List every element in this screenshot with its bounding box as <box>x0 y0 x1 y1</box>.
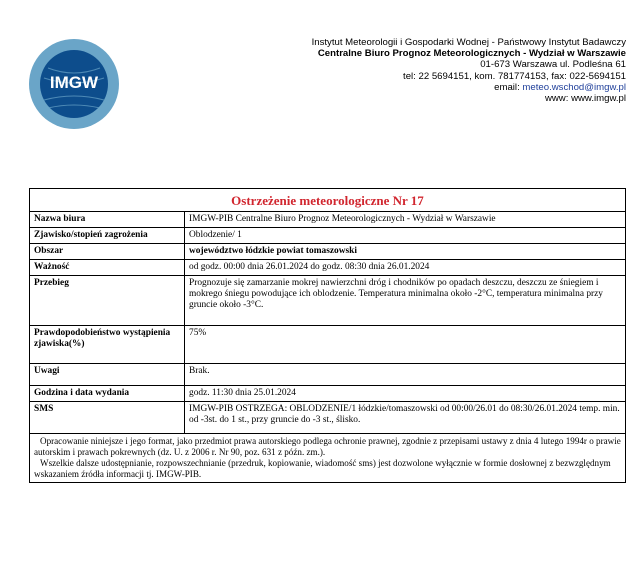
institute-name: Instytut Meteorologii i Gospodarki Wodnej - Państwowy Instytut Badawczy <box>311 37 626 48</box>
row-value: godz. 11:30 dnia 25.01.2024 <box>185 386 626 402</box>
row-value: 75% <box>185 326 626 364</box>
row-label: Przebieg <box>30 276 185 326</box>
row-label: Godzina i data wydania <box>30 386 185 402</box>
table-row <box>30 228 626 244</box>
copyright-notice <box>30 434 626 483</box>
row-label: Prawdopodobieństwo wystąpienia zjawiska(%) <box>30 326 185 364</box>
table-row <box>30 260 626 276</box>
www-link[interactable]: www.imgw.pl <box>571 93 626 105</box>
www-label: www: <box>544 93 572 105</box>
imgw-logo <box>28 38 120 130</box>
row-value: Brak. <box>185 364 626 386</box>
table-row <box>30 364 626 386</box>
table-row <box>30 212 626 228</box>
row-value: Prognozuje się zamarzanie mokrej nawierzchni dróg i chodników po opadach deszczu, deszczu ze śniegiem i mokrego śniegu powodujące ich oblodzenie. Temperatura minimalna około -2°C, temperatura minimalna przy gruncie około -3°C. <box>185 276 626 326</box>
email-link[interactable]: meteo.wschod@imgw.pl <box>522 81 626 93</box>
email-label: email: <box>494 81 523 93</box>
row-label: Ważność <box>30 260 185 276</box>
row-label: Uwagi <box>30 364 185 386</box>
phone-fax: tel: 22 5694151, kom. 781774153, fax: 022-5694151 <box>403 70 626 82</box>
institute-header <box>186 37 626 104</box>
email-line <box>186 82 626 93</box>
table-row <box>30 402 626 434</box>
row-value: województwo łódzkie powiat tomaszowski <box>185 244 626 260</box>
table-row <box>30 326 626 364</box>
row-value: IMGW-PIB Centralne Biuro Prognoz Meteorologicznych - Wydział w Warszawie <box>185 212 626 228</box>
table-row <box>30 244 626 260</box>
address: 01-673 Warszawa ul. Podleśna 61 <box>480 59 626 71</box>
redistribution-paragraph: Wszelkie dalsze udostępnianie, rozpowszechnianie (przedruk, kopiowanie, wiadomość sms) jest dozwolone wyłącznie w formie dosłownej z bezwzględnym wskazaniem źródła informacji tj. IMGW-PIB. <box>34 458 611 479</box>
row-label: Zjawisko/stopień zagrożenia <box>30 228 185 244</box>
table-row <box>30 276 626 326</box>
office-name: Centralne Biuro Prognoz Meteorologicznych - Wydział w Warszawie <box>317 48 626 60</box>
copyright-row <box>30 434 626 483</box>
warning-title: Ostrzeżenie meteorologiczne Nr 17 <box>30 189 626 212</box>
warning-table <box>29 188 626 483</box>
row-value: Oblodzenie/ 1 <box>185 228 626 244</box>
copyright-paragraph: Opracowanie niniejsze i jego format, jako przedmiot prawa autorskiego podlega ochronie prawnej, zgodnie z przepisami ustawy z dnia 4 lutego 1994r o prawie autorskim i prawach pokrewnych (dz. U. z 2006 r. Nr 90, poz. 631 z późn. zm.). <box>34 436 621 457</box>
row-value: IMGW-PIB OSTRZEGA: OBLODZENIE/1 łódzkie/tomaszowski od 00:00/26.01 do 08:30/26.01.2024 temp. min. od -3st. do 1 st., przy gruncie do -3 st., ślisko. <box>185 402 626 434</box>
row-label: SMS <box>30 402 185 434</box>
www-line <box>186 93 626 104</box>
row-label: Obszar <box>30 244 185 260</box>
table-row <box>30 386 626 402</box>
row-label: Nazwa biura <box>30 212 185 228</box>
logo-text: IMGW <box>49 73 99 92</box>
row-value: od godz. 00:00 dnia 26.01.2024 do godz. 08:30 dnia 26.01.2024 <box>185 260 626 276</box>
